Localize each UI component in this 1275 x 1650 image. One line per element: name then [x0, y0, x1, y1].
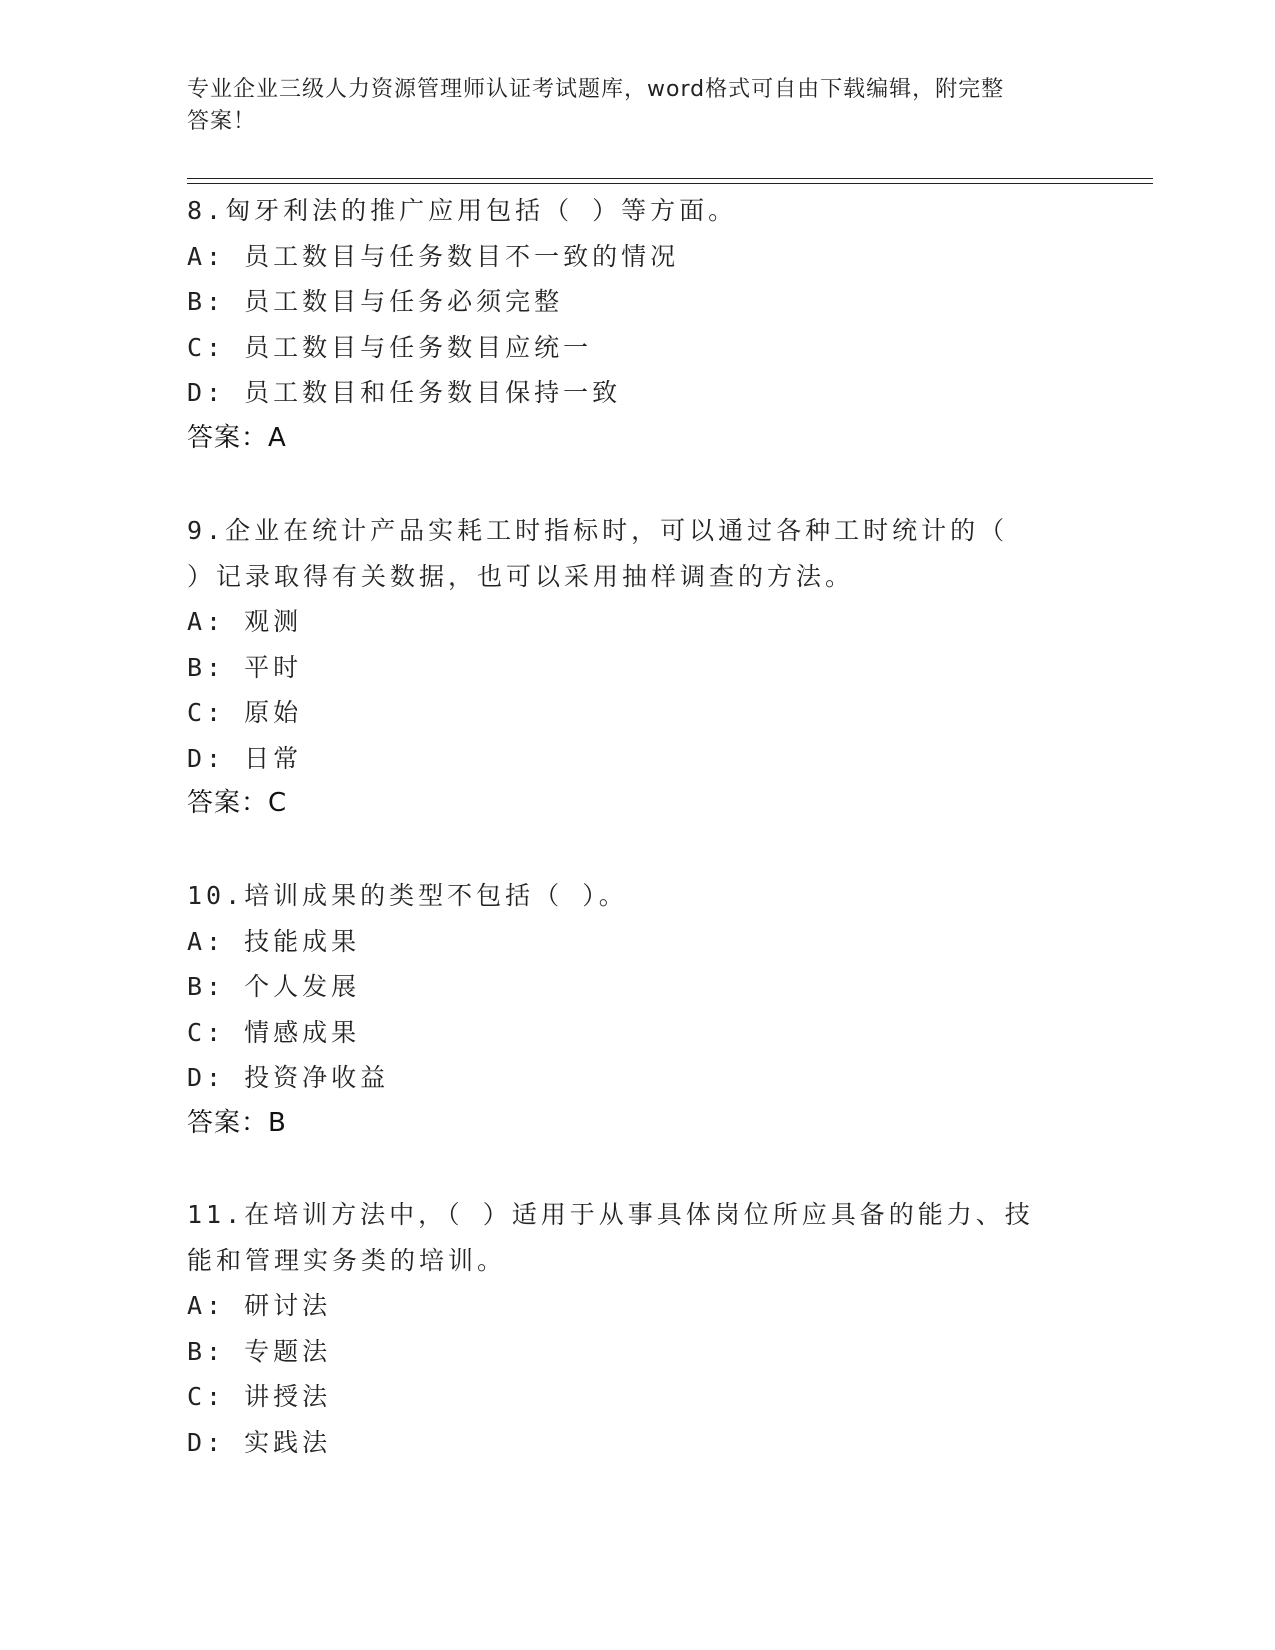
option-c: C: 员工数目与任务数目应统一: [187, 332, 593, 362]
option-b: B: 员工数目与任务必须完整: [187, 287, 564, 316]
option-d: D: 实践法: [187, 1427, 332, 1457]
question-text: 11.在培训方法中，（ ）适用于从事具体岗位所应具备的能力、技: [187, 1200, 1034, 1229]
option-b: B: 个人发展: [187, 972, 361, 1001]
question-text-continued: 能和管理实务类的培训。: [187, 1245, 507, 1275]
header-line-1: 专业企业三级人力资源管理师认证考试题库，word格式可自由下载编辑，附完整: [187, 77, 1005, 102]
option-c: C: 情感成果: [187, 1017, 361, 1047]
answer-label: 答案：C: [187, 788, 288, 818]
question-text: 9.企业在统计产品实耗工时指标时，可以通过各种工时统计的（: [187, 516, 1009, 545]
document-header: [187, 74, 1067, 138]
option-a: A: 员工数目与任务数目不一致的情况: [187, 241, 680, 271]
question-text-continued: ）记录取得有关数据，也可以采用抽样调查的方法。: [187, 561, 855, 591]
question-9: [187, 508, 1107, 827]
question-8: [187, 188, 1107, 461]
option-c: C: 原始: [187, 698, 303, 727]
option-b: B: 平时: [187, 652, 303, 682]
option-d: D: 投资净收益: [187, 1063, 390, 1092]
header-divider-bottom: [187, 183, 1153, 184]
question-text: 8.匈牙利法的推广应用包括（ ）等方面。: [187, 196, 738, 225]
option-a: A: 研讨法: [187, 1291, 332, 1320]
question-text: 10.培训成果的类型不包括（ ）。: [187, 881, 628, 910]
question-10: [187, 873, 1107, 1146]
option-d: D: 员工数目和任务数目保持一致: [187, 378, 622, 407]
answer-label: 答案：B: [187, 1107, 287, 1138]
header-line-2: 答案！: [187, 109, 257, 134]
option-c: C: 讲授法: [187, 1382, 332, 1411]
option-a: A: 技能成果: [187, 926, 361, 956]
answer-label: 答案：A: [187, 422, 287, 453]
option-d: D: 日常: [187, 743, 303, 773]
option-a: A: 观测: [187, 607, 303, 636]
header-divider-top: [187, 178, 1153, 179]
question-11: [187, 1192, 1107, 1465]
option-b: B: 专题法: [187, 1336, 332, 1366]
